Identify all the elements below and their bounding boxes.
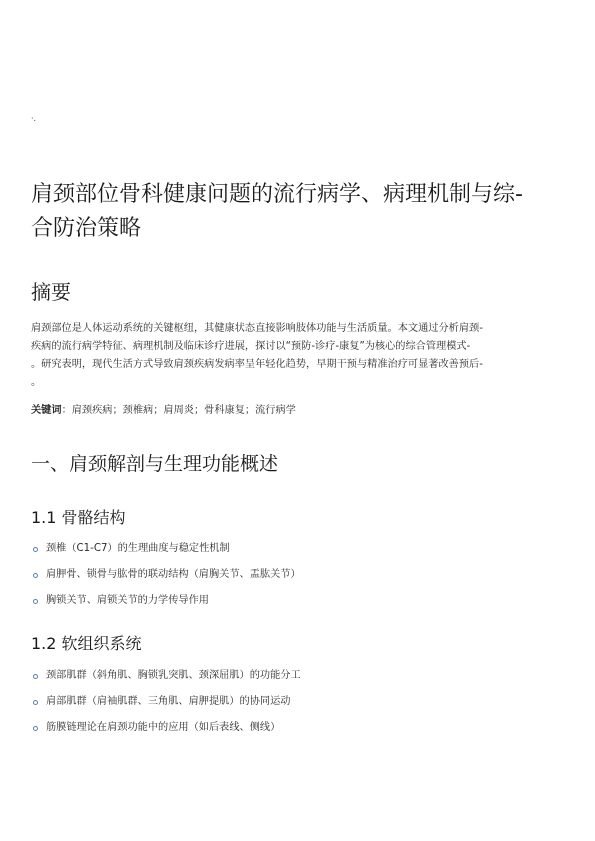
- keywords-label: 关键词: [31, 405, 62, 416]
- subsection-heading-skeleton: 1.1 骨骼结构: [31, 508, 126, 527]
- list-item: 胸锁关节、肩锁关节的力学传导作用: [31, 592, 571, 618]
- abstract-line: 。研究表明，现代生活方式导致肩颈疾病发病率呈年轻化趋势，早期干预与精准治疗可显著改善预后-: [31, 359, 483, 370]
- list-item: 肩部肌群（肩袖肌群、三角肌、肩胛提肌）的协同运动: [31, 693, 571, 719]
- bullet-icon: [33, 700, 38, 705]
- section-heading: 一、肩颈解剖与生理功能概述: [31, 453, 279, 475]
- abstract-line: 疾病的流行病学特征、病理机制及临床诊疗进展，探讨以“预防-诊疗-康复”为核心的综合管理模式-: [31, 341, 471, 352]
- list-item: 颈椎（C1-C7）的生理曲度与稳定性机制: [31, 540, 571, 566]
- list-item: 筋膜链理论在肩颈功能中的应用（如后表线、侧线）: [31, 719, 571, 745]
- abstract-line: 肩颈部位是人体运动系统的关键枢纽，其健康状态直接影响肢体功能与生活质量。本文通过分析肩颈-: [31, 323, 483, 334]
- abstract-line: 。: [31, 377, 42, 388]
- bullet-icon: [33, 547, 38, 552]
- subsection-heading-soft-tissue: 1.2 软组织系统: [31, 634, 142, 653]
- list-item: 肩胛骨、锁骨与肱骨的联动结构（肩胸关节、盂肱关节）: [31, 566, 571, 592]
- keywords-text: ：肩颈疾病；颈椎病；肩周炎；骨科康复；流行病学: [61, 405, 296, 416]
- bullet-icon: [33, 726, 38, 731]
- list-item: 颈部肌群（斜角肌、胸锁乳突肌、颈深屈肌）的功能分工: [31, 667, 571, 693]
- keywords: [31, 402, 296, 420]
- title-line-2: 合防治策略: [31, 216, 142, 241]
- abstract-heading: 摘要: [31, 280, 71, 304]
- page-marker: ·.: [31, 114, 37, 123]
- bullet-icon: [33, 599, 38, 604]
- abstract-text: [31, 320, 568, 392]
- soft-tissue-list: [31, 667, 571, 745]
- bullet-icon: [33, 573, 38, 578]
- title-line-1: 肩颈部位骨科健康问题的流行病学、病理机制与综-: [31, 182, 523, 207]
- skeleton-list: [31, 540, 571, 618]
- bullet-icon: [33, 674, 38, 679]
- document-title: [31, 178, 571, 246]
